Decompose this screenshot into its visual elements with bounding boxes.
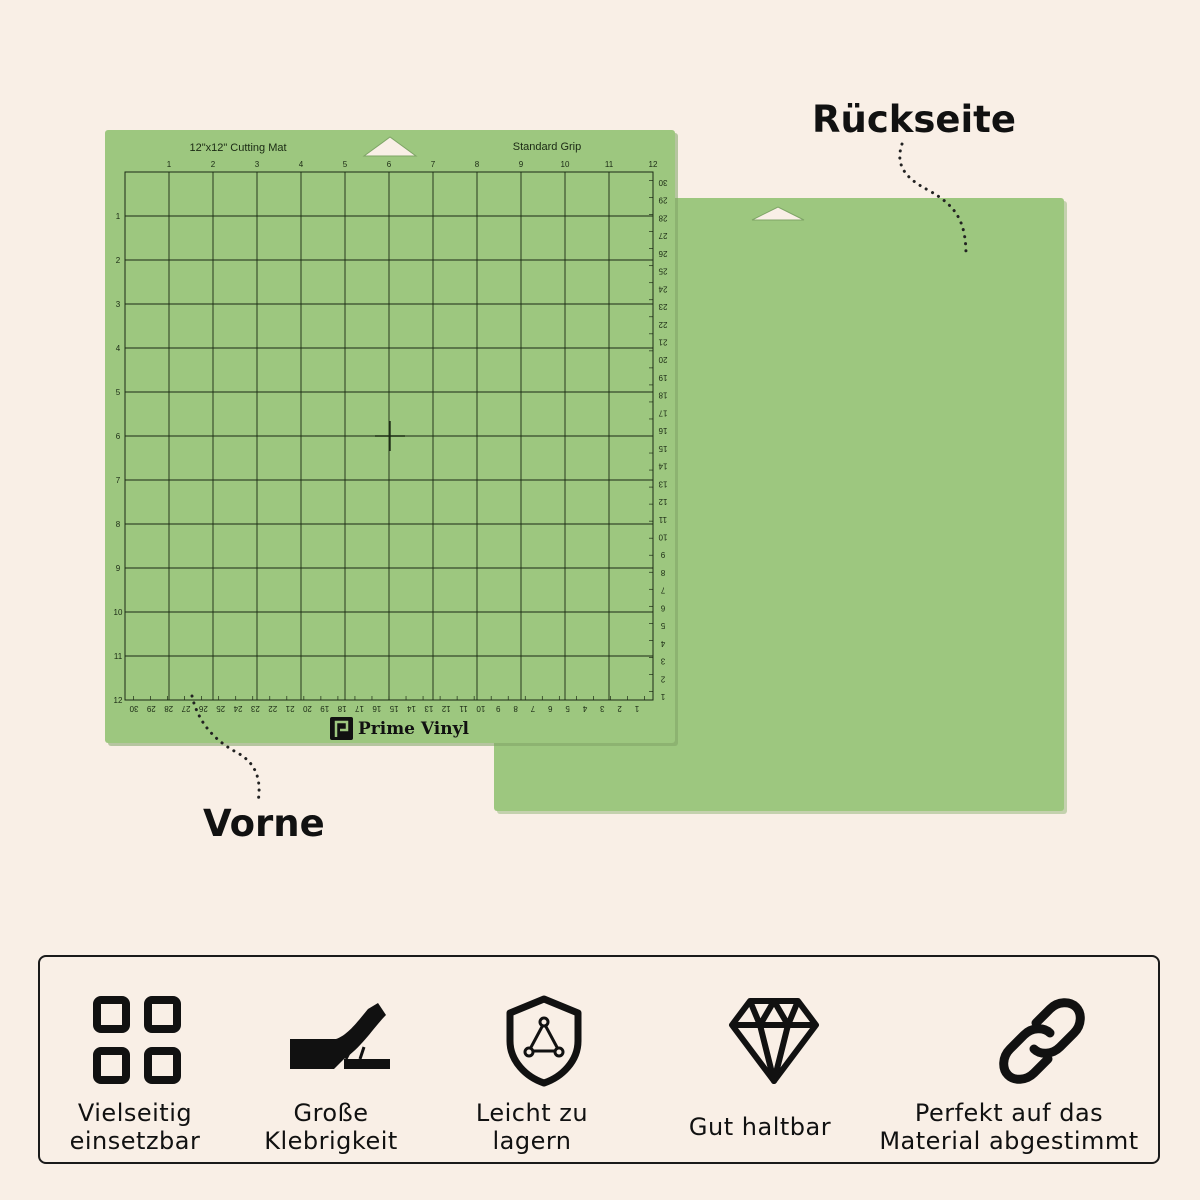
top-ruler-label: 5 xyxy=(342,160,348,169)
feature-versatile xyxy=(40,957,230,1162)
left-ruler-label: 5 xyxy=(115,388,121,397)
grip-label: Standard Grip xyxy=(512,141,582,153)
left-ruler-label: 9 xyxy=(115,564,121,573)
right-ruler-label: 9 xyxy=(660,550,666,560)
right-ruler-label: 29 xyxy=(658,195,668,205)
back-callout-label: Rückseite xyxy=(812,98,1016,141)
bottom-ruler-label: 15 xyxy=(389,704,399,713)
feature-panel xyxy=(38,955,1160,1164)
right-ruler-label: 26 xyxy=(658,248,668,258)
right-ruler-label: 16 xyxy=(658,426,668,436)
bottom-ruler-label: 3 xyxy=(600,704,605,713)
left-ruler-label: 12 xyxy=(113,696,123,705)
mat-title: 12"x12" Cutting Mat xyxy=(189,142,287,154)
bottom-ruler-label: 19 xyxy=(320,704,330,713)
top-ruler-label: 8 xyxy=(474,160,480,169)
top-ruler-label: 12 xyxy=(648,160,658,169)
bottom-ruler-label: 26 xyxy=(198,704,208,713)
top-ruler-label: 11 xyxy=(604,160,614,169)
left-ruler-label: 4 xyxy=(115,344,121,353)
bottom-ruler-label: 5 xyxy=(565,704,570,713)
bottom-ruler-label: 22 xyxy=(268,704,278,713)
left-ruler-label: 1 xyxy=(115,212,121,221)
bottom-ruler-label: 27 xyxy=(181,704,191,713)
feature-versatile-label: Vielseitig einsetzbar xyxy=(69,1099,201,1155)
right-ruler-label: 22 xyxy=(658,319,668,329)
bottom-ruler-label: 29 xyxy=(146,704,156,713)
right-ruler-label: 18 xyxy=(658,390,668,400)
right-ruler-label: 4 xyxy=(660,638,666,648)
bottom-ruler-label: 25 xyxy=(216,704,226,713)
diamond-icon xyxy=(726,995,822,1087)
bottom-ruler-label: 10 xyxy=(476,704,486,713)
bottom-ruler-label: 18 xyxy=(337,704,347,713)
bottom-ruler-label: 14 xyxy=(407,704,416,713)
top-ruler-label: 9 xyxy=(518,160,524,169)
bottom-ruler-label: 17 xyxy=(355,704,364,713)
top-ruler-label: 7 xyxy=(430,160,436,169)
right-ruler-label: 2 xyxy=(660,674,666,684)
right-ruler-label: 15 xyxy=(658,443,668,453)
feature-stickiness-label: Große Klebrigkeit xyxy=(264,1099,398,1155)
left-ruler-label: 7 xyxy=(115,476,121,485)
right-ruler-label: 21 xyxy=(658,337,668,347)
bottom-ruler-label: 12 xyxy=(441,704,451,713)
feature-storage xyxy=(442,957,622,1162)
bottom-ruler-label: 8 xyxy=(513,704,518,713)
left-ruler-label: 2 xyxy=(115,256,121,265)
top-ruler-label: 10 xyxy=(560,160,570,169)
right-ruler-label: 11 xyxy=(658,514,668,524)
right-ruler-label: 19 xyxy=(658,372,668,382)
top-ruler-label: 6 xyxy=(386,160,392,169)
front-callout-label: Vorne xyxy=(203,802,325,845)
feature-durable xyxy=(670,957,850,1162)
feature-storage-label: Leicht zu lagern xyxy=(475,1099,589,1155)
front-mat xyxy=(105,130,678,746)
right-ruler-label: 14 xyxy=(658,461,668,471)
top-ruler-label: 3 xyxy=(254,160,260,169)
bottom-ruler-label: 1 xyxy=(634,704,640,713)
right-ruler-label: 5 xyxy=(660,621,666,631)
bottom-ruler-label: 9 xyxy=(496,704,501,713)
right-ruler-label: 24 xyxy=(658,284,668,294)
bottom-ruler-label: 7 xyxy=(530,704,536,713)
brand-logo xyxy=(330,717,470,740)
bottom-ruler-label: 16 xyxy=(372,704,382,713)
feature-material-match xyxy=(872,957,1156,1162)
bottom-ruler-label: 6 xyxy=(548,704,553,713)
left-ruler-label: 10 xyxy=(113,608,123,617)
bottom-ruler-label: 21 xyxy=(285,704,295,713)
right-ruler-label: 12 xyxy=(658,497,668,507)
right-ruler-label: 10 xyxy=(658,532,668,542)
bottom-ruler-label: 11 xyxy=(459,704,468,713)
bottom-ruler-label: 24 xyxy=(233,704,243,713)
bottom-ruler-label: 2 xyxy=(617,704,622,713)
right-ruler-label: 7 xyxy=(660,585,666,595)
bottom-ruler-label: 4 xyxy=(582,704,588,713)
right-ruler-label: 6 xyxy=(660,603,666,613)
top-ruler-label: 4 xyxy=(298,160,304,169)
right-ruler-label: 25 xyxy=(658,266,668,276)
right-ruler-label: 20 xyxy=(658,355,668,365)
right-ruler-label: 27 xyxy=(658,231,668,241)
feature-stickiness xyxy=(240,957,422,1162)
brand-logo-icon xyxy=(330,717,353,740)
left-ruler-label: 6 xyxy=(115,432,121,441)
right-ruler-label: 3 xyxy=(660,656,666,666)
feature-material-match-label: Perfekt auf das Material abgestimmt xyxy=(879,1099,1139,1155)
right-ruler-label: 1 xyxy=(660,692,666,701)
right-ruler-label: 30 xyxy=(658,178,668,187)
bottom-ruler-label: 20 xyxy=(302,704,312,713)
left-ruler-label: 8 xyxy=(115,520,121,529)
shield-triangle-icon xyxy=(504,995,584,1087)
brand-name: Prime Vinyl xyxy=(358,719,469,739)
bottom-ruler-label: 30 xyxy=(129,704,139,713)
right-ruler-label: 8 xyxy=(660,567,666,577)
top-ruler-label: 1 xyxy=(166,160,172,169)
bottom-ruler-label: 23 xyxy=(250,704,260,713)
peeling-sheet-icon xyxy=(284,1001,394,1071)
right-ruler-label: 17 xyxy=(658,408,668,418)
chain-link-icon xyxy=(998,997,1086,1085)
bottom-ruler-label: 28 xyxy=(164,704,174,713)
left-ruler-label: 11 xyxy=(113,652,123,661)
top-ruler-label: 2 xyxy=(210,160,216,169)
four-squares-icon xyxy=(91,994,183,1086)
feature-durable-label: Gut haltbar xyxy=(688,1113,832,1141)
left-ruler-label: 3 xyxy=(115,300,121,309)
bottom-ruler-label: 13 xyxy=(424,704,434,713)
right-ruler-label: 13 xyxy=(658,479,668,489)
right-ruler-label: 23 xyxy=(658,302,668,312)
right-ruler-label: 28 xyxy=(658,213,668,223)
